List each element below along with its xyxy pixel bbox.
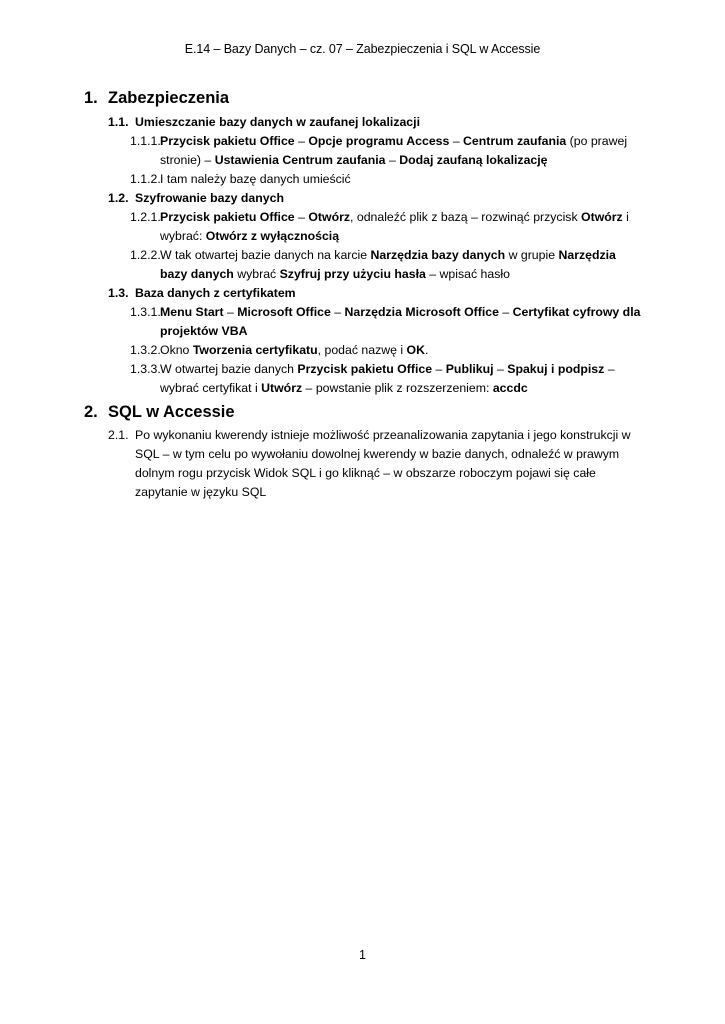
text-run: . [424, 343, 429, 357]
text-run: – [449, 134, 464, 148]
section-title: Zabezpieczenia [108, 88, 230, 107]
bold-text: Publikuj [445, 362, 494, 376]
bold-text: Narzędzia bazy danych [160, 248, 616, 281]
bold-text: Utwórz [261, 381, 303, 395]
subsection-heading [84, 113, 644, 132]
text-run: – [385, 153, 400, 167]
text-run: W otwartej bazie danych [160, 362, 298, 376]
subsection-title: Umieszczanie bazy danych w zaufanej lokalizacji [135, 115, 420, 129]
text-run: – [330, 305, 345, 319]
bold-text: Otwórz [581, 210, 623, 224]
subsection-heading [84, 284, 644, 303]
subsection-number: 1.1. [108, 115, 129, 129]
item-number: 1.3.2. [130, 343, 161, 357]
item-number: 1.2.2. [130, 248, 161, 262]
bold-text: Przycisk pakietu Office [297, 362, 433, 376]
bold-text: Otwórz z wyłącznością [205, 229, 340, 243]
bold-text: Narzędzia bazy danych [370, 248, 506, 262]
item-text [135, 426, 644, 502]
bold-text: Narzędzia Microsoft Office [344, 305, 499, 319]
text-run: – [294, 134, 309, 148]
bold-text: Centrum zaufania [463, 134, 567, 148]
text-run: w grupie [505, 248, 559, 262]
text-run: – wybrać certyfikat i [160, 362, 615, 395]
list-item [84, 208, 644, 246]
text-run: (po prawej stronie) – [160, 134, 628, 167]
item-text [160, 303, 644, 341]
bold-text: Otwórz [308, 210, 351, 224]
item-text [160, 360, 644, 398]
subsection-number: 1.2. [108, 191, 129, 205]
subsection-title: Baza danych z certyfikatem [135, 286, 296, 300]
text-run: – powstanie plik z rozszerzeniem: [302, 381, 493, 395]
bold-text: Tworzenia certyfikatu [192, 343, 318, 357]
text-run: , odnaleźć plik z bazą – rozwinąć przycisk [350, 210, 582, 224]
page-number: 1 [359, 948, 366, 962]
bold-text: Microsoft Office [237, 305, 331, 319]
item-number: 1.1.2. [130, 172, 161, 186]
list-item [84, 341, 644, 360]
item-number: 1.2.1. [130, 210, 161, 224]
list-item [84, 246, 644, 284]
bold-text: Certyfikat cyfrowy dla projektów VBA [160, 305, 641, 338]
item-number: 2.1. [108, 428, 129, 442]
bold-text: Przycisk pakietu Office [160, 210, 295, 224]
item-number: 1.3.3. [130, 362, 161, 376]
section-number: 1. [84, 88, 98, 107]
item-text [160, 208, 644, 246]
text-run: wybrać [233, 267, 280, 281]
list-item [84, 170, 644, 189]
document-body [84, 86, 644, 502]
bold-text: Opcje programu Access [308, 134, 450, 148]
bold-text: Szyfruj przy użyciu hasła [279, 267, 426, 281]
list-item [84, 426, 644, 502]
list-item [84, 360, 644, 398]
page-header: E.14 – Bazy Danych – cz. 07 – Zabezpieczenia i SQL w Accessie [184, 42, 541, 56]
item-text [160, 341, 644, 360]
bold-text: accdc [492, 381, 528, 395]
subsection-title: Szyfrowanie bazy danych [135, 191, 284, 205]
section-heading [84, 400, 644, 424]
text-run: W tak otwartej bazie danych na karcie [160, 248, 371, 262]
item-text [160, 170, 644, 189]
section-number: 2. [84, 402, 98, 421]
text-run: – [498, 305, 513, 319]
bold-text: Dodaj zaufaną lokalizację [399, 153, 548, 167]
item-text [160, 132, 644, 170]
subsection-number: 1.3. [108, 286, 129, 300]
bold-text: OK [406, 343, 425, 357]
text-run: – [493, 362, 508, 376]
bold-text: Przycisk pakietu Office [160, 134, 295, 148]
section-heading [84, 86, 644, 110]
bold-text: Menu Start [160, 305, 224, 319]
item-text [160, 246, 644, 284]
text-run: – [294, 210, 309, 224]
text-run: I tam należy bazę danych umieścić [160, 172, 351, 186]
bold-text: Ustawienia Centrum zaufania [214, 153, 386, 167]
item-number: 1.3.1. [130, 305, 161, 319]
list-item [84, 132, 644, 170]
text-run: – [432, 362, 446, 376]
section-title: SQL w Accessie [108, 402, 235, 421]
item-number: 1.1.1. [130, 134, 161, 148]
text-run: – [223, 305, 238, 319]
subsection-heading [84, 189, 644, 208]
text-run: , podać nazwę i [317, 343, 407, 357]
text-run: Okno [160, 343, 193, 357]
text-run: Po wykonaniu kwerendy istnieje możliwość przeanalizowania zapytania i jego konstrukcji w SQL – w tym celu po wywołaniu dowolnej kwerendy w bazie danych, odnaleźć w prawym dolnym rogu przycisk Widok SQL i go kliknąć – w obszarze roboczym pojawi się całe zapytanie w języku SQL [135, 428, 631, 499]
bold-text: Spakuj i podpisz [507, 362, 605, 376]
text-run: – wpisać hasło [425, 267, 510, 281]
text-run: i wybrać: [160, 210, 629, 243]
list-item [84, 303, 644, 341]
